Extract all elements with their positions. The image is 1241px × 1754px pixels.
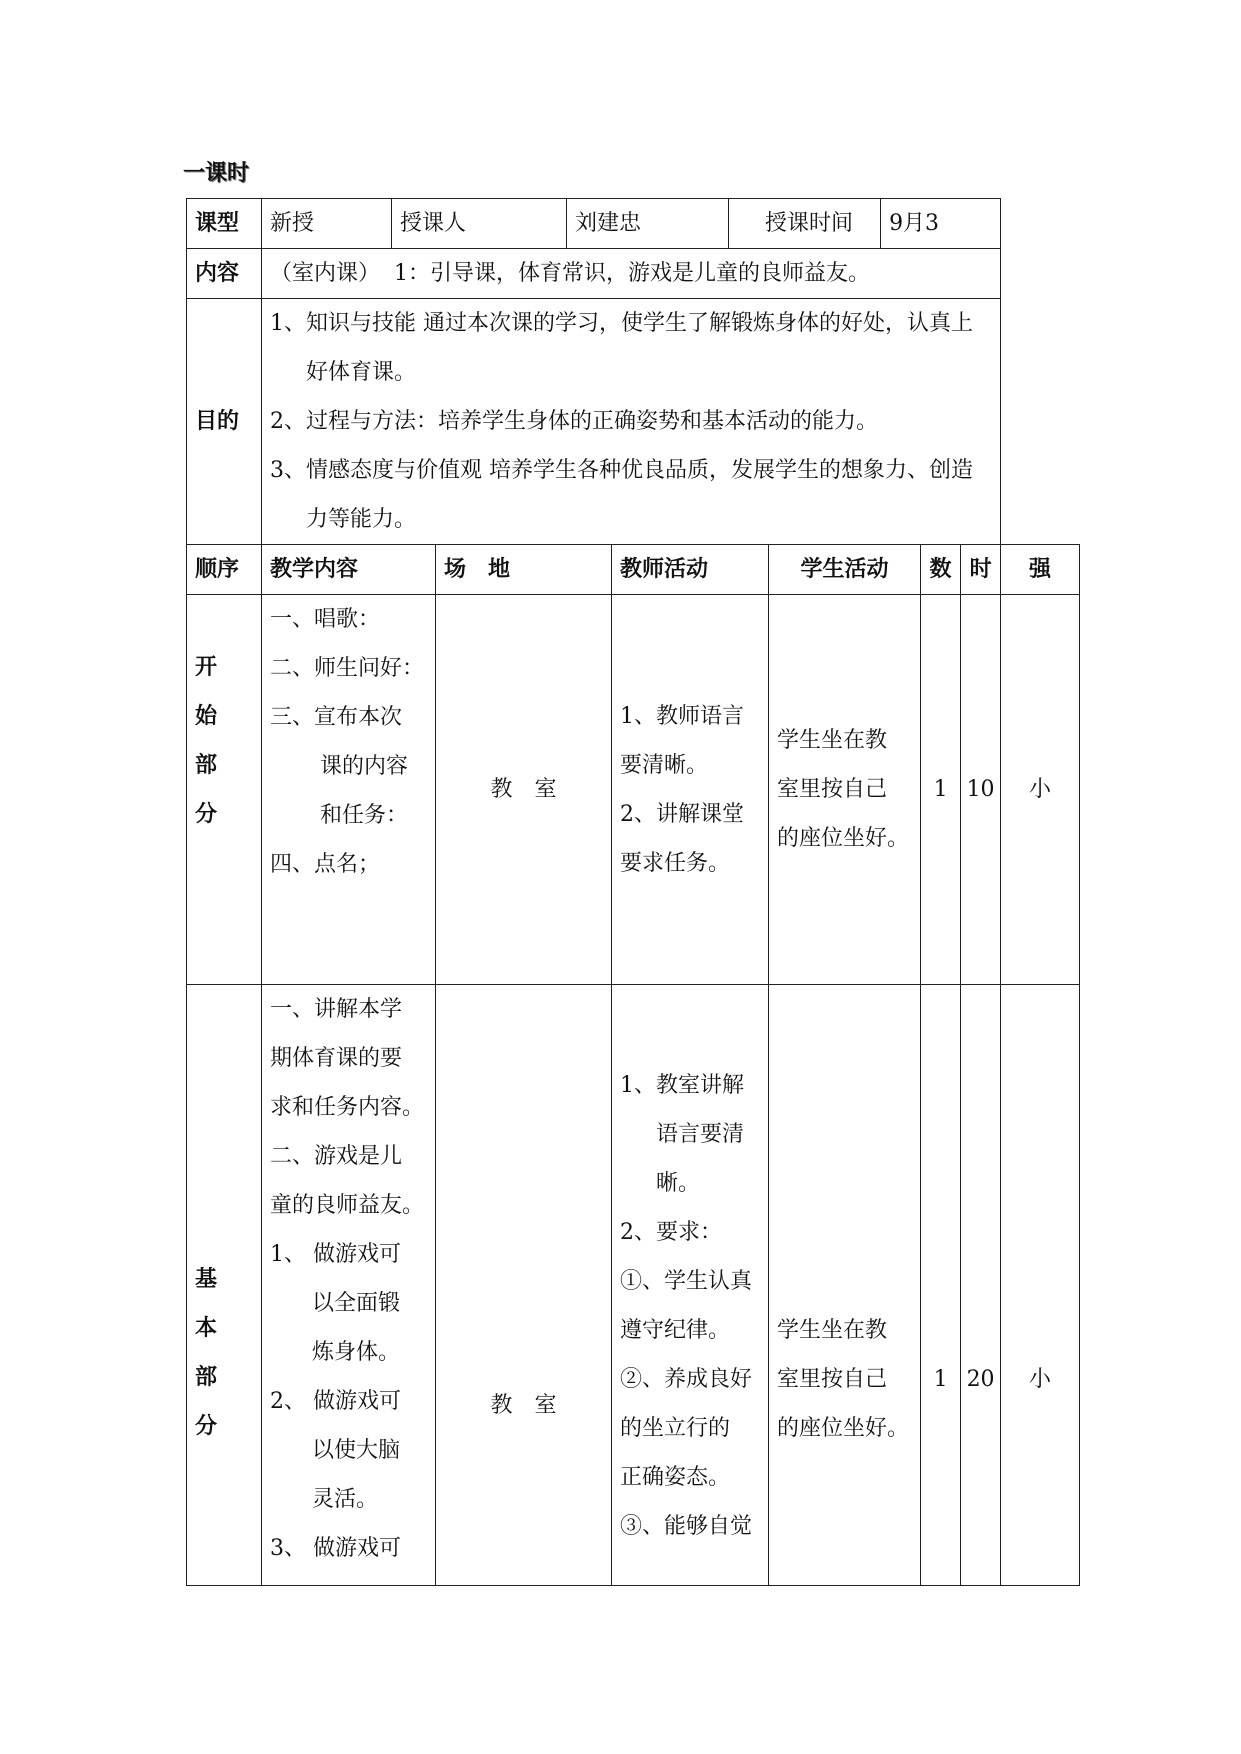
- student-line: 的座位坐好。: [777, 826, 910, 851]
- time-value: 9月3: [881, 199, 1001, 249]
- content-line: 炼身体。: [312, 1340, 401, 1365]
- section-count: 1: [921, 595, 961, 985]
- goal-line: 好体育课。: [306, 360, 417, 385]
- col-venue: 场 地: [436, 545, 612, 595]
- teacher-line: ③、能够自觉: [620, 1514, 753, 1539]
- content-line: 期体育课的要: [270, 1046, 403, 1071]
- goal-line: 力等能力。: [306, 507, 417, 532]
- content-line: 二、师生问好：: [270, 656, 425, 681]
- content-line: 以使大脑: [312, 1438, 401, 1463]
- content-label: 内容: [187, 249, 262, 299]
- teacher-line: 遵守纪律。: [620, 1318, 731, 1343]
- section-minutes: 20: [961, 985, 1001, 1586]
- content-line: 以全面锻: [312, 1291, 401, 1316]
- content-line: 一、讲解本学: [270, 997, 403, 1022]
- teacher-line: 要求任务。: [620, 850, 731, 876]
- teacher-line: 正确姿态。: [620, 1465, 731, 1490]
- goal-label: 目的: [187, 299, 262, 545]
- goal-line: 1、知识与技能 通过本次课的学习，使学生了解锻炼身体的好处，认真上: [270, 311, 973, 336]
- section-minutes: 10: [961, 595, 1001, 985]
- goal-line: 3、情感态度与价值观 培养学生各种优良品质，发展学生的想象力、创造: [270, 458, 973, 483]
- content-line: 四、点名；: [270, 852, 381, 877]
- col-order: 顺序: [187, 545, 262, 595]
- teacher-line: 晰。: [656, 1171, 701, 1196]
- type-value: 新授: [262, 199, 392, 249]
- lesson-plan-table: [186, 198, 1080, 1586]
- section-student: [769, 595, 921, 985]
- section-venue: 教 室: [436, 595, 612, 985]
- teacher-line: ②、养成良好: [620, 1367, 753, 1392]
- page-heading: 一课时: [183, 161, 250, 186]
- teacher-line: 2、讲解课堂: [620, 801, 745, 827]
- section-teacher: [612, 985, 769, 1586]
- content-line: 求和任务内容。: [270, 1095, 425, 1120]
- teacher-line: 1、教师语言: [620, 703, 745, 729]
- col-student: 学生活动: [769, 545, 921, 595]
- section-name: 基 本 部 分: [187, 985, 262, 1586]
- student-line: 室里按自己: [777, 777, 888, 802]
- student-line: 学生坐在教: [777, 1318, 888, 1343]
- section-content: [262, 985, 436, 1586]
- col-content: 教学内容: [262, 545, 436, 595]
- student-line: 室里按自己: [777, 1367, 888, 1392]
- section-venue: 教 室: [436, 985, 612, 1586]
- goal-cell: [262, 299, 1001, 545]
- section-intensity: 小: [1001, 985, 1080, 1586]
- col-time: 时: [961, 545, 1001, 595]
- section-count: 1: [921, 985, 961, 1586]
- teacher-line: 2、要求：: [620, 1220, 723, 1245]
- student-line: 学生坐在教: [777, 728, 888, 753]
- student-line: 的座位坐好。: [777, 1416, 910, 1441]
- teacher-line: 语言要清: [656, 1122, 745, 1147]
- teacher-line: ①、学生认真: [620, 1269, 753, 1294]
- section-name: 开 始 部 分: [187, 595, 262, 985]
- col-count: 数: [921, 545, 961, 595]
- col-teacher: 教师活动: [612, 545, 769, 595]
- content-line: 和任务：: [320, 803, 409, 828]
- col-intensity: 强: [1001, 545, 1080, 595]
- section-student: [769, 985, 921, 1586]
- teacher-line: 要清晰。: [620, 752, 709, 778]
- goal-line: 2、过程与方法：培养学生身体的正确姿势和基本活动的能力。: [270, 409, 878, 434]
- section-teacher: [612, 595, 769, 985]
- teacher-line: 1、教室讲解: [620, 1073, 745, 1098]
- content-line: 一、唱歌：: [270, 607, 381, 632]
- content-value: （室内课） 1：引导课，体育常识，游戏是儿童的良师益友。: [262, 249, 1001, 299]
- content-line: 灵活。: [312, 1487, 379, 1512]
- content-line: 2、 做游戏可: [270, 1389, 401, 1414]
- content-line: 二、游戏是儿: [270, 1144, 403, 1169]
- teacher-label: 授课人: [392, 199, 567, 249]
- section-content: [262, 595, 436, 985]
- content-line: 3、 做游戏可: [270, 1536, 401, 1561]
- content-line: 童的良师益友。: [270, 1193, 425, 1218]
- type-label: 课型: [187, 199, 262, 249]
- time-label: 授课时间: [729, 199, 881, 249]
- content-line: 课的内容: [320, 754, 409, 779]
- teacher-value: 刘建忠: [567, 199, 729, 249]
- section-intensity: 小: [1001, 595, 1080, 985]
- teacher-line: 的坐立行的: [620, 1416, 731, 1441]
- content-line: 1、 做游戏可: [270, 1242, 401, 1267]
- content-line: 三、宣布本次: [270, 705, 403, 730]
